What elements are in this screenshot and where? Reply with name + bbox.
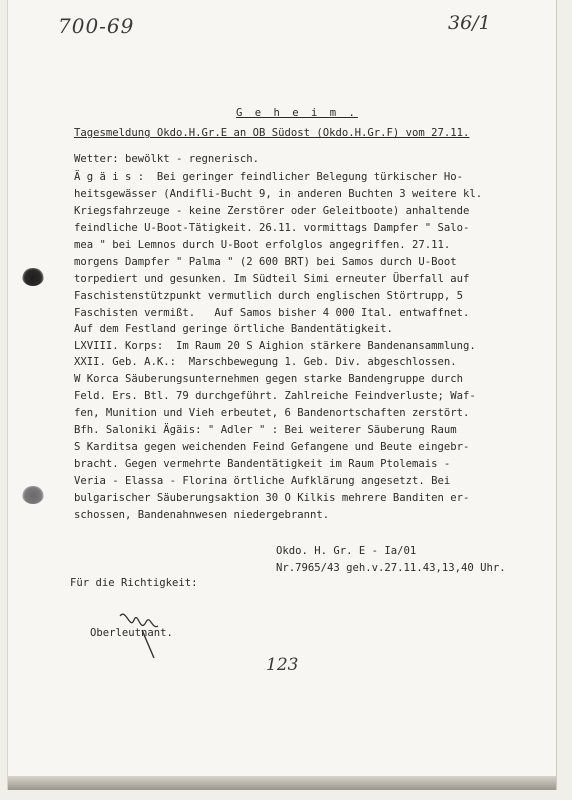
report-header: Tagesmeldung Okdo.H.Gr.E an OB Südost (Okdo.H.Gr.F) vom 27.11. [74, 127, 470, 139]
body-line: schossen, Bandenahnwesen niedergebrannt. [74, 509, 330, 521]
rank-line: Oberleutnant. [90, 627, 173, 639]
archive-stamp-number: 700-69 [58, 14, 135, 38]
certification-line: Für die Richtigkeit: [70, 577, 198, 589]
body-line: XXII. Geb. A.K.: Marschbewegung 1. Geb. Div. abgeschlossen. [74, 356, 457, 368]
document-title: G e h e i m . [236, 107, 358, 119]
body-line: Wetter: bewölkt - regnerisch. [74, 153, 259, 165]
body-line: Kriegsfahrzeuge - keine Zerstörer oder Geleitboote) anhaltende [74, 205, 470, 217]
punch-hole-top [22, 268, 44, 286]
handwritten-number: 123 [266, 655, 299, 675]
sender-line: Okdo. H. Gr. E - Ia/01 [276, 545, 417, 557]
reference-line: Nr.7965/43 geh.v.27.11.43,13,40 Uhr. [276, 562, 506, 574]
body-line: Ä g ä i s : Bei geringer feindlicher Belegung türkischer Ho- [74, 171, 464, 183]
body-line: LXVIII. Korps: Im Raum 20 S Aighion stärkere Bandenansammlung. [74, 340, 476, 352]
body-line: bulgarischer Säuberungsaktion 30 O Kilkis mehrere Banditen er- [74, 492, 470, 504]
body-line: Faschistenstützpunkt vermutlich durch englischen Störtrupp, 5 [74, 290, 464, 302]
body-line: heitsgewässer (Andifli-Bucht 9, in anderen Buchten 3 weitere kl. [74, 188, 483, 200]
body-line: Veria - Elassa - Florina örtliche Aufklärung angesetzt. Bei [74, 475, 451, 487]
body-line: Feld. Ers. Btl. 79 durchgeführt. Zahlreiche Feindverluste; Waf- [74, 390, 476, 402]
body-line: Auf dem Festland geringe örtliche Bandentätigkeit. [74, 323, 393, 335]
body-line: mea " bei Lemnos durch U-Boot erfolglos angegriffen. 27.11. [74, 239, 451, 251]
body-line: S Karditsa gegen weichenden Feind Gefangene und Beute eingebr- [74, 441, 470, 453]
body-line: fen, Munition und Vieh erbeutet, 6 Bandenortschaften zerstört. [74, 407, 470, 419]
body-line: Faschisten vermißt. Auf Samos bisher 4 000 Ital. entwaffnet. [74, 307, 470, 319]
body-line: W Korca Säuberungsunternehmen gegen starke Bandengruppe durch [74, 373, 464, 385]
body-line: morgens Dampfer " Palma " (2 600 BRT) bei Samos durch U-Boot [74, 256, 457, 268]
body-line: bracht. Gegen vermehrte Bandentätigkeit im Raum Ptolemais - [74, 458, 451, 470]
handwritten-page-number: 36/1 [448, 12, 491, 34]
body-line: torpediert und gesunken. Im Südteil Simi erneuter Überfall auf [74, 273, 470, 285]
page-bottom-shadow [8, 776, 556, 790]
punch-hole-bottom [22, 486, 44, 504]
body-line: Bfh. Saloniki Ägäis: " Adler " : Bei weiterer Säuberung Raum [74, 424, 457, 436]
body-line: feindliche U-Boot-Tätigkeit. 26.11. vormittags Dampfer " Salo- [74, 222, 470, 234]
